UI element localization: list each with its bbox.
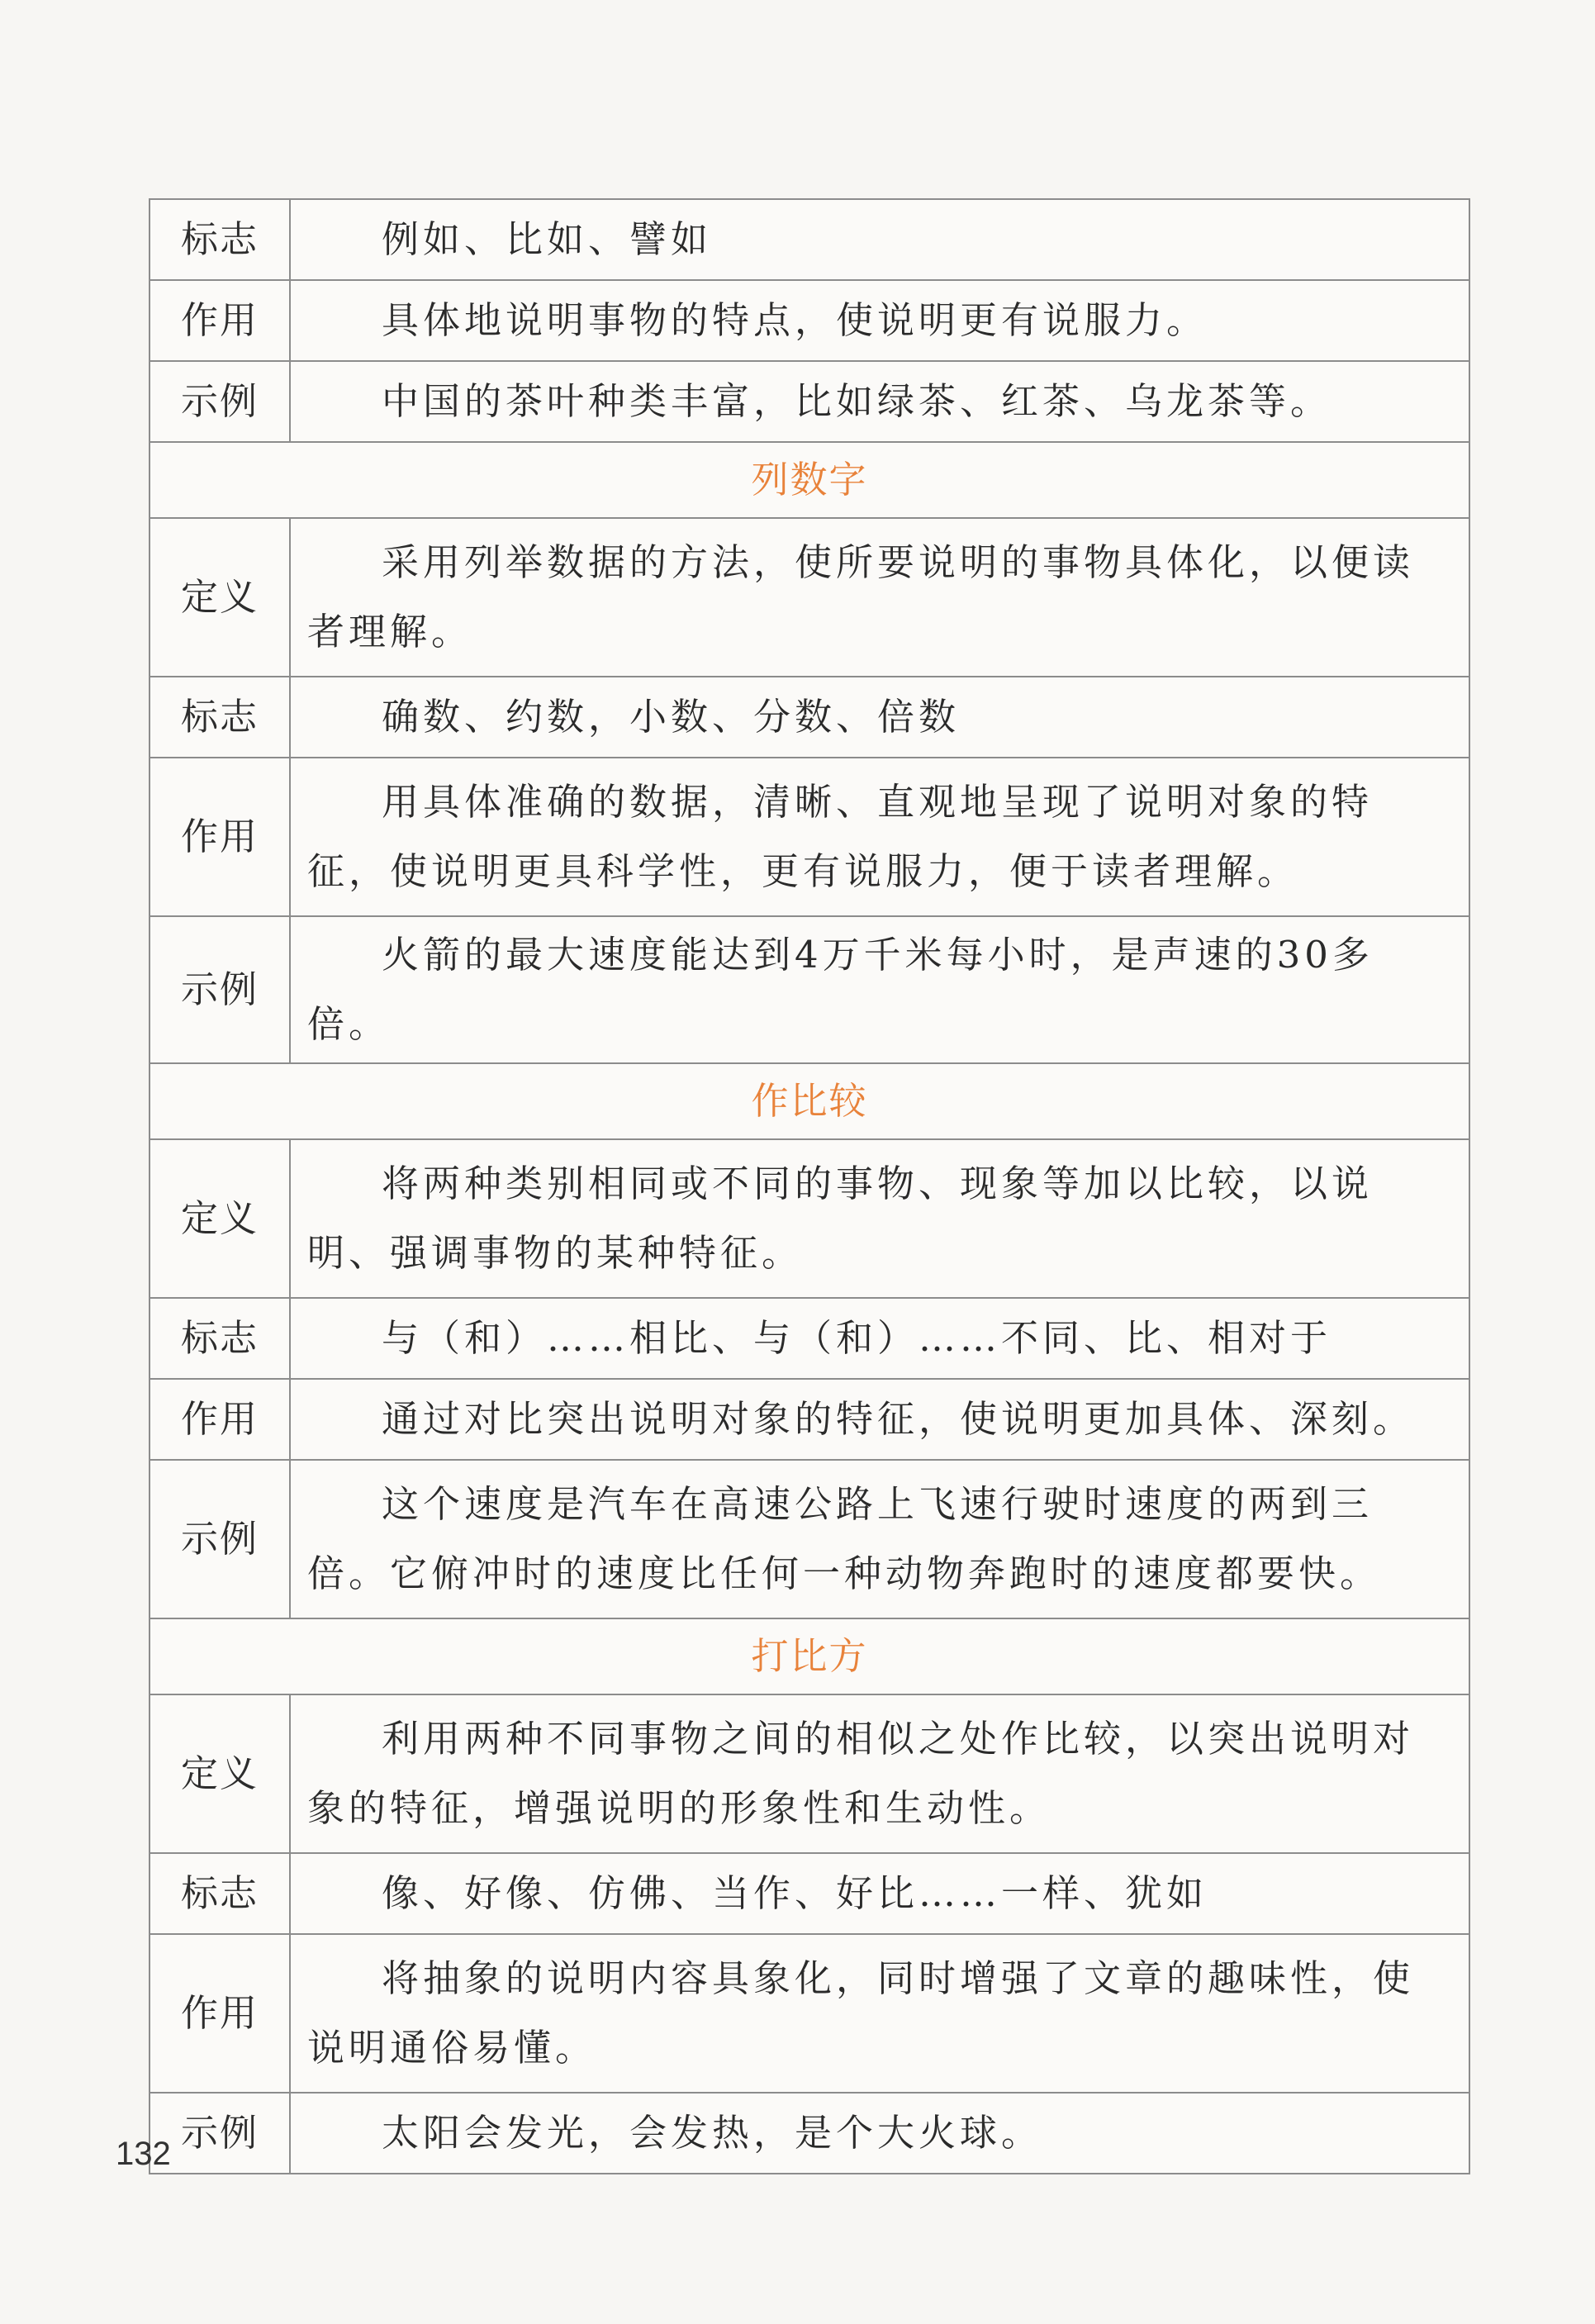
- methods-table: [149, 198, 1470, 2174]
- table-row: [150, 199, 1469, 280]
- row-label: 定义: [150, 518, 290, 677]
- row-label: 标志: [150, 1853, 290, 1934]
- row-label: 示例: [150, 916, 290, 1063]
- table-row: [150, 677, 1469, 758]
- row-content: 中国的茶叶种类丰富，比如绿茶、红茶、乌龙茶等。: [290, 361, 1469, 442]
- table-row: [150, 361, 1469, 442]
- row-label: 作用: [150, 1934, 290, 2093]
- table-row: [150, 916, 1469, 1063]
- row-content: 像、好像、仿佛、当作、好比……一样、犹如: [290, 1853, 1469, 1934]
- table-row: [150, 1853, 1469, 1934]
- section-title: 打比方: [150, 1618, 1469, 1694]
- row-label: 作用: [150, 280, 290, 361]
- row-label: 作用: [150, 758, 290, 916]
- row-content: 利用两种不同事物之间的相似之处作比较，以突出说明对象的特征，增强说明的形象性和生动性。: [290, 1694, 1469, 1853]
- row-content: 采用列举数据的方法，使所要说明的事物具体化，以便读者理解。: [290, 518, 1469, 677]
- row-label: 作用: [150, 1379, 290, 1460]
- row-label: 示例: [150, 361, 290, 442]
- row-content: 将两种类别相同或不同的事物、现象等加以比较，以说明、强调事物的某种特征。: [290, 1139, 1469, 1298]
- row-content: 火箭的最大速度能达到4万千米每小时，是声速的30多倍。: [290, 916, 1469, 1063]
- row-content: 这个速度是汽车在高速公路上飞速行驶时速度的两到三倍。它俯冲时的速度比任何一种动物奔跑时的速度都要快。: [290, 1460, 1469, 1618]
- row-label: 示例: [150, 2093, 290, 2174]
- row-label: 标志: [150, 1298, 290, 1379]
- row-label: 标志: [150, 677, 290, 758]
- row-content: 将抽象的说明内容具象化，同时增强了文章的趣味性，使说明通俗易懂。: [290, 1934, 1469, 2093]
- table-row: [150, 2093, 1469, 2174]
- page-number: 132: [116, 2136, 171, 2172]
- table-row: [150, 1379, 1469, 1460]
- row-label: 示例: [150, 1460, 290, 1618]
- section-header-row: [150, 442, 1469, 518]
- table-row: [150, 518, 1469, 677]
- row-content: 与（和）……相比、与（和）……不同、比、相对于: [290, 1298, 1469, 1379]
- section-header-row: [150, 1618, 1469, 1694]
- row-label: 标志: [150, 199, 290, 280]
- section-header-row: [150, 1063, 1469, 1139]
- table-row: [150, 1694, 1469, 1853]
- row-content: 具体地说明事物的特点，使说明更有说服力。: [290, 280, 1469, 361]
- row-content: 用具体准确的数据，清晰、直观地呈现了说明对象的特征，使说明更具科学性，更有说服力，便于读者理解。: [290, 758, 1469, 916]
- row-content: 太阳会发光，会发热，是个大火球。: [290, 2093, 1469, 2174]
- row-content: 例如、比如、譬如: [290, 199, 1469, 280]
- row-label: 定义: [150, 1139, 290, 1298]
- table-row: [150, 1934, 1469, 2093]
- table-row: [150, 280, 1469, 361]
- row-content: 确数、约数，小数、分数、倍数: [290, 677, 1469, 758]
- row-content: 通过对比突出说明对象的特征，使说明更加具体、深刻。: [290, 1379, 1469, 1460]
- table-row: [150, 1460, 1469, 1618]
- section-title: 列数字: [150, 442, 1469, 518]
- row-label: 定义: [150, 1694, 290, 1853]
- table-row: [150, 1298, 1469, 1379]
- table-row: [150, 758, 1469, 916]
- section-title: 作比较: [150, 1063, 1469, 1139]
- table-row: [150, 1139, 1469, 1298]
